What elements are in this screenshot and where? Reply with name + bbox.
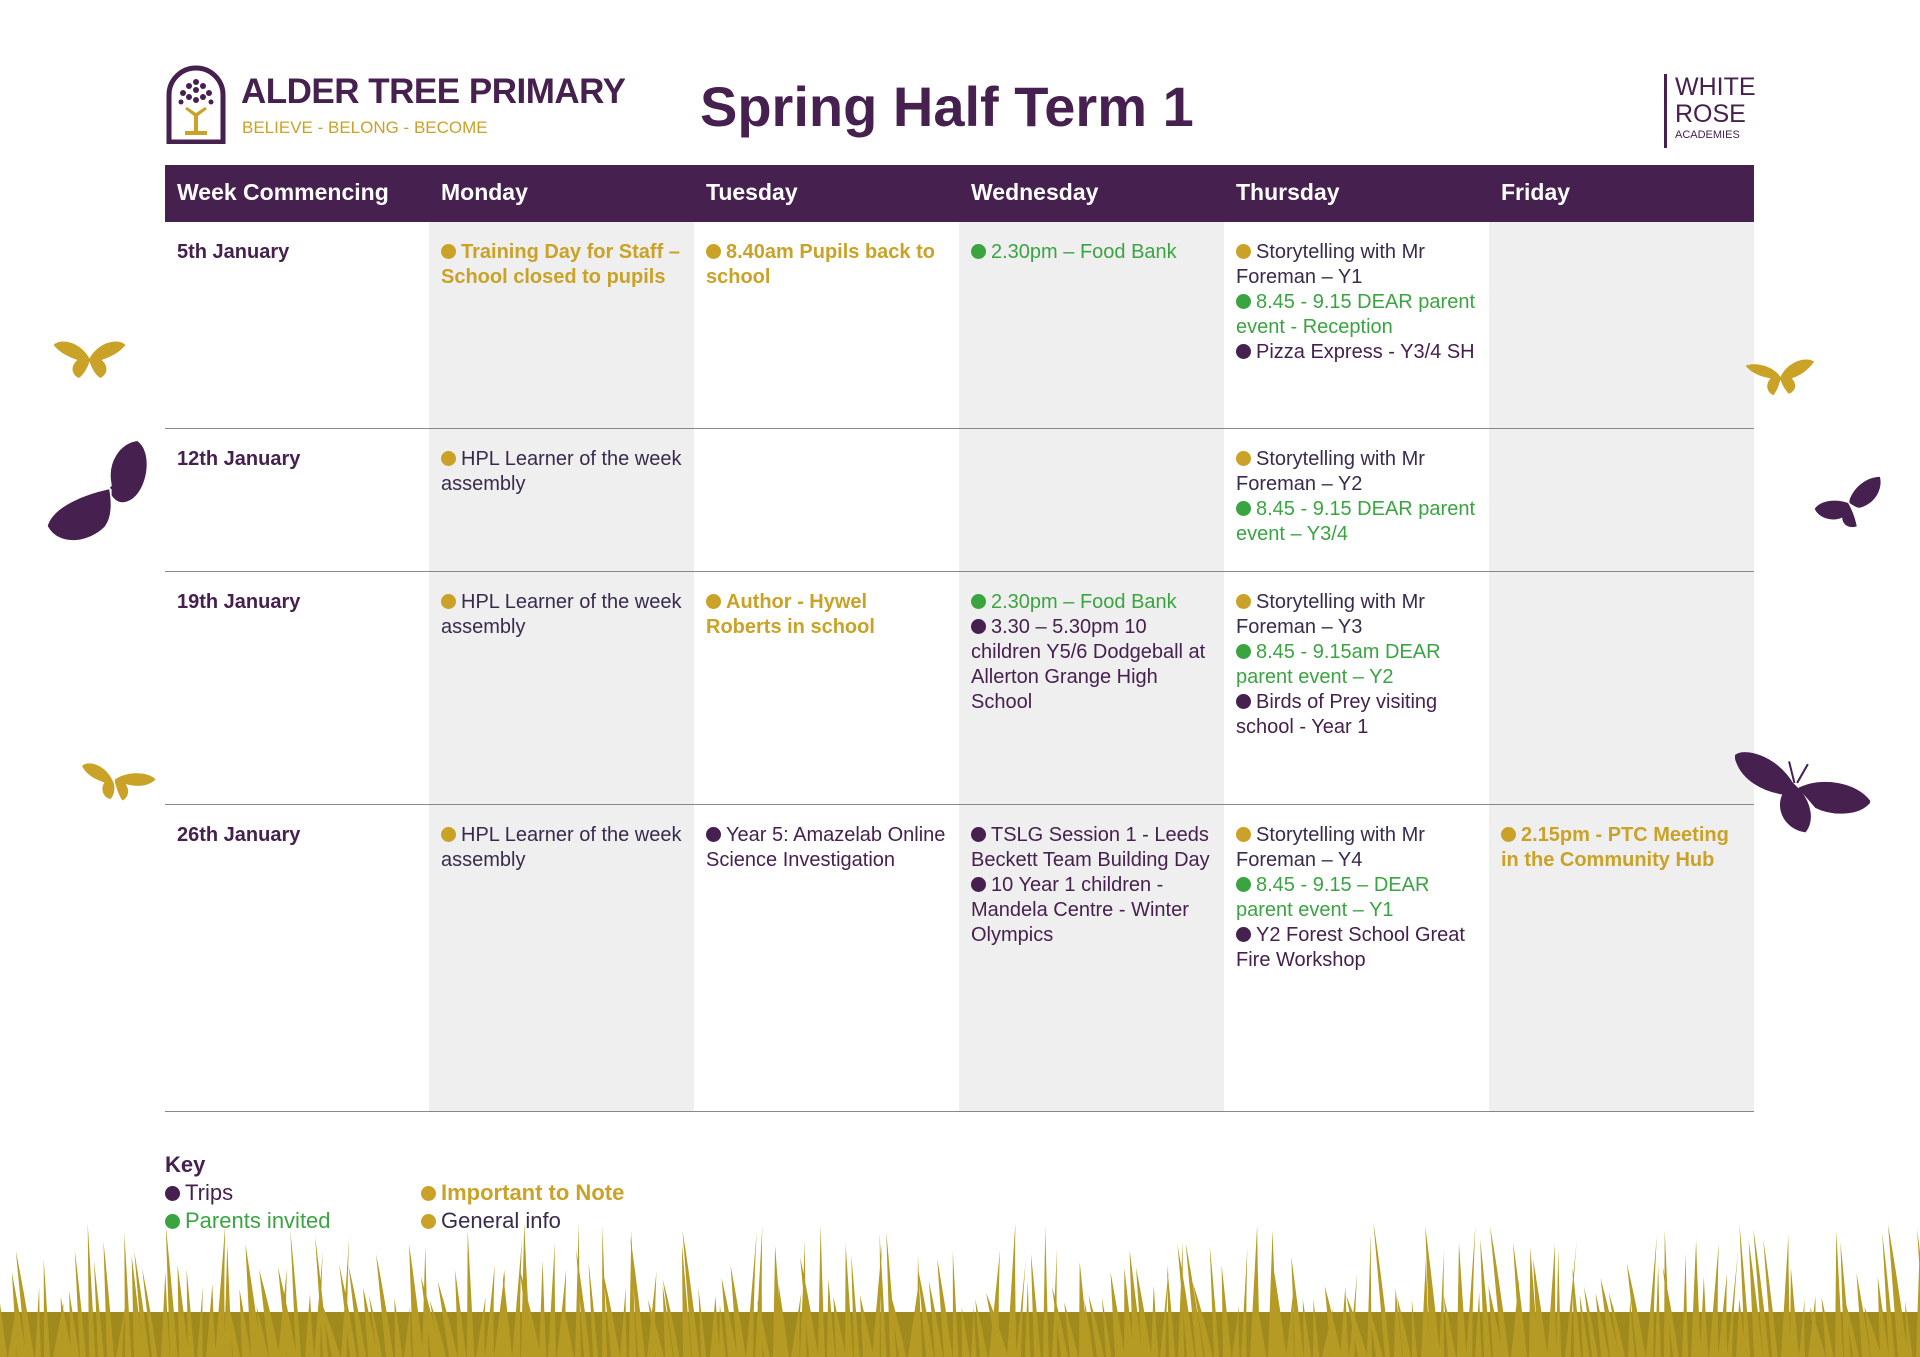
event-text: 2.15pm - PTC Meeting in the Community Hub xyxy=(1501,824,1729,871)
butterfly-icon xyxy=(52,336,127,381)
key-label: Parents invited xyxy=(185,1208,331,1233)
category-dot-icon xyxy=(1236,594,1251,609)
event-text: Storytelling with Mr Foreman – Y3 xyxy=(1236,591,1425,638)
category-dot-icon xyxy=(706,244,721,259)
event-item xyxy=(441,823,682,873)
event-item xyxy=(1236,497,1477,547)
partner-logo-line3: ACADEMIES xyxy=(1675,129,1740,141)
category-dot-icon xyxy=(1236,344,1251,359)
event-item xyxy=(1236,340,1477,365)
thursday-cell xyxy=(1224,222,1489,428)
butterfly-icon xyxy=(1735,748,1870,834)
key-label: Trips xyxy=(185,1180,234,1205)
header-wednesday: Wednesday xyxy=(971,179,1099,205)
butterfly-icon xyxy=(1812,474,1887,532)
category-dot-icon xyxy=(706,594,721,609)
butterfly-icon xyxy=(82,757,157,802)
event-item xyxy=(971,590,1212,615)
event-text: 8.45 - 9.15 DEAR parent event – Y3/4 xyxy=(1236,498,1476,545)
category-dot-icon xyxy=(441,244,456,259)
category-dot-icon xyxy=(1236,927,1251,942)
event-item xyxy=(971,823,1212,873)
event-text: Author - Hywel Roberts in school xyxy=(706,591,875,638)
event-text: TSLG Session 1 - Leeds Beckett Team Building Day xyxy=(971,824,1210,871)
key-item-important xyxy=(421,1180,661,1205)
wednesday-cell xyxy=(959,805,1224,1111)
butterfly-icon xyxy=(1743,356,1818,398)
event-text: 10 Year 1 children - Mandela Centre - Winter Olympics xyxy=(971,874,1189,946)
event-item xyxy=(971,873,1212,948)
event-item xyxy=(971,240,1212,265)
thursday-cell xyxy=(1224,429,1489,571)
friday-cell xyxy=(1489,805,1754,1111)
table-row xyxy=(165,805,1754,1112)
event-text: 8.45 - 9.15 DEAR parent event - Reception xyxy=(1236,291,1476,338)
category-dot-icon xyxy=(1236,451,1251,466)
event-item xyxy=(1236,690,1477,740)
key-item-trips xyxy=(165,1180,421,1205)
event-text: Y2 Forest School Great Fire Workshop xyxy=(1236,924,1465,971)
legend-key xyxy=(165,1152,665,1233)
monday-cell xyxy=(429,805,694,1111)
event-text: Year 5: Amazelab Online Science Investigation xyxy=(706,824,946,871)
event-item xyxy=(1236,873,1477,923)
table-body xyxy=(165,222,1754,1112)
category-dot-icon xyxy=(441,451,456,466)
event-text: 2.30pm – Food Bank xyxy=(991,241,1177,263)
event-item xyxy=(971,615,1212,715)
category-dot-icon xyxy=(706,827,721,842)
event-text: Training Day for Staff – School closed to pupils xyxy=(441,241,680,288)
event-text: Storytelling with Mr Foreman – Y2 xyxy=(1236,448,1425,495)
category-dot-icon xyxy=(1236,877,1251,892)
page-title: Spring Half Term 1 xyxy=(700,75,1194,138)
table-row xyxy=(165,429,1754,572)
tuesday-cell xyxy=(694,222,959,428)
thursday-cell xyxy=(1224,572,1489,804)
wednesday-cell xyxy=(959,572,1224,804)
event-item xyxy=(1236,290,1477,340)
calendar-table xyxy=(165,165,1754,1112)
event-item xyxy=(1236,590,1477,640)
key-label: General info xyxy=(441,1208,561,1233)
category-dot-icon xyxy=(1236,244,1251,259)
school-logo xyxy=(165,62,626,147)
category-dot-icon xyxy=(971,244,986,259)
week-commencing-cell: 12th January xyxy=(177,448,301,470)
header-monday: Monday xyxy=(441,179,528,205)
friday-cell xyxy=(1489,222,1754,428)
school-name: ALDER TREE PRIMARY xyxy=(241,72,626,111)
tuesday-cell xyxy=(694,429,959,571)
category-dot-icon xyxy=(165,1186,180,1201)
event-item xyxy=(1236,240,1477,290)
category-dot-icon xyxy=(971,594,986,609)
friday-cell xyxy=(1489,572,1754,804)
thursday-cell xyxy=(1224,805,1489,1111)
butterfly-icon xyxy=(42,440,157,550)
category-dot-icon xyxy=(441,827,456,842)
header-week-commencing: Week Commencing xyxy=(177,179,389,205)
event-text: Storytelling with Mr Foreman – Y4 xyxy=(1236,824,1425,871)
event-item xyxy=(1501,823,1742,873)
category-dot-icon xyxy=(971,619,986,634)
event-item xyxy=(706,240,947,290)
category-dot-icon xyxy=(421,1186,436,1201)
event-text: HPL Learner of the week assembly xyxy=(441,824,682,871)
header-tuesday: Tuesday xyxy=(706,179,798,205)
event-text: Pizza Express - Y3/4 SH xyxy=(1256,341,1475,363)
wednesday-cell xyxy=(959,222,1224,428)
event-text: Birds of Prey visiting school - Year 1 xyxy=(1236,691,1438,738)
table-row xyxy=(165,222,1754,429)
event-text: HPL Learner of the week assembly xyxy=(441,591,682,638)
event-text: 3.30 – 5.30pm 10 children Y5/6 Dodgeball at Allerton Grange High School xyxy=(971,616,1206,713)
table-header xyxy=(165,165,1754,222)
category-dot-icon xyxy=(1501,827,1516,842)
header-thursday: Thursday xyxy=(1236,179,1340,205)
key-label: Important to Note xyxy=(441,1180,625,1205)
event-item xyxy=(441,447,682,497)
wednesday-cell xyxy=(959,429,1224,571)
category-dot-icon xyxy=(1236,644,1251,659)
category-dot-icon xyxy=(441,594,456,609)
category-dot-icon xyxy=(1236,694,1251,709)
school-tagline: BELIEVE - BELONG - BECOME xyxy=(242,118,488,137)
monday-cell xyxy=(429,222,694,428)
key-title: Key xyxy=(165,1152,206,1177)
tuesday-cell xyxy=(694,572,959,804)
category-dot-icon xyxy=(1236,294,1251,309)
week-commencing-cell: 19th January xyxy=(177,591,301,613)
event-item xyxy=(441,240,682,290)
partner-logo-line1: WHITE xyxy=(1675,73,1756,101)
event-text: Storytelling with Mr Foreman – Y1 xyxy=(1236,241,1425,288)
category-dot-icon xyxy=(1236,501,1251,516)
event-text: 8.40am Pupils back to school xyxy=(706,241,935,288)
grass-decoration xyxy=(0,1222,1920,1357)
tree-arch-icon xyxy=(165,64,227,144)
event-item xyxy=(1236,640,1477,690)
event-item xyxy=(1236,823,1477,873)
monday-cell xyxy=(429,429,694,571)
event-text: 2.30pm – Food Bank xyxy=(991,591,1177,613)
header-friday: Friday xyxy=(1501,179,1571,205)
table-row xyxy=(165,572,1754,805)
week-commencing-cell: 5th January xyxy=(177,241,290,263)
event-item xyxy=(441,590,682,640)
week-commencing-cell: 26th January xyxy=(177,824,301,846)
category-dot-icon xyxy=(971,877,986,892)
category-dot-icon xyxy=(971,827,986,842)
event-text: 8.45 - 9.15 – DEAR parent event – Y1 xyxy=(1236,874,1430,921)
friday-cell xyxy=(1489,429,1754,571)
monday-cell xyxy=(429,572,694,804)
event-item xyxy=(1236,447,1477,497)
category-dot-icon xyxy=(1236,827,1251,842)
event-item xyxy=(706,823,947,873)
event-item xyxy=(1236,923,1477,973)
tuesday-cell xyxy=(694,805,959,1111)
white-rose-logo xyxy=(1664,74,1757,148)
event-item xyxy=(706,590,947,640)
partner-logo-line2: ROSE xyxy=(1675,100,1746,128)
event-text: 8.45 - 9.15am DEAR parent event – Y2 xyxy=(1236,641,1441,688)
event-text: HPL Learner of the week assembly xyxy=(441,448,682,495)
